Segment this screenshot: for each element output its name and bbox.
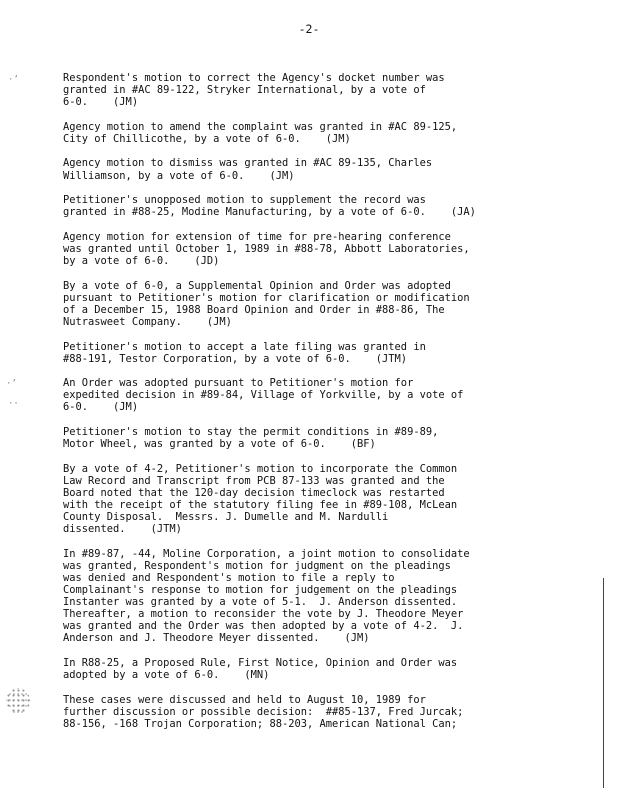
scan-edge-line — [603, 578, 604, 788]
page-number: -2- — [298, 22, 320, 36]
paragraph: In #89-87, -44, Moline Corporation, a joint motion to consolidate was granted, Respondent's motion for judgment on the pleadings was denied and Respondent's motion to file a reply to Complainant's response to motion for judgement on the pleadings Instanter was granted by a vote of 5-1. J. Anderson dissented. Thereafter, a motion to reconsider the vote by J. Theodore Meyer was granted and the Order was then adopted by a vote of 4-2. J. Anderson and J. Theodore Meyer dissented. (JM) — [63, 547, 470, 645]
margin-mark: ·’ — [6, 379, 17, 389]
margin-mark: ·· — [8, 399, 19, 409]
paragraph: Petitioner's motion to stay the permit conditions in #89-89, Motor Wheel, was granted by a vote of 6-0. (BF) — [63, 425, 439, 451]
document-body — [63, 72, 563, 742]
paragraph: These cases were discussed and held to August 10, 1989 for further discussion or possible decision: ##85-137, Fred Jurcak; 88-156, -168 Trojan Corporation; 88-203, American National Can; — [63, 693, 464, 730]
paragraph: By a vote of 4-2, Petitioner's motion to incorporate the Common Law Record and Transcript from PCB 87-133 was granted and the Board noted that the 120-day decision timeclock was restarted with the receipt of the statutory filing fee in #89-108, McLean County Disposal. Messrs. J. Dumelle and M. Nardulli dissented. (JTM) — [63, 462, 458, 536]
margin-mark: ·’ — [8, 75, 19, 85]
paragraph: Petitioner's unopposed motion to supplement the record was granted in #88-25, Modine Manufacturing, by a vote of 6-0. (JA) — [63, 194, 476, 219]
scan-speckle — [6, 688, 30, 714]
paragraph: By a vote of 6-0, a Supplemental Opinion and Order was adopted pursuant to Petitioner's motion for clarification or modification of a December 15, 1988 Board Opinion and Order in #88-86, The Nutrasweet Company. (JM) — [63, 279, 470, 328]
paragraph: An Order was adopted pursuant to Petitioner's motion for expedited decision in #89-84, Village of Yorkville, by a vote of 6-0. (JM) — [63, 377, 464, 414]
paragraph: Respondent's motion to correct the Agency's docket number was granted in #AC 89-122, Stryker International, by a vote of 6-0. (JM) — [63, 72, 445, 109]
paragraph: Agency motion to dismiss was granted in #AC 89-135, Charles Williamson, by a vote of 6-0. (JM) — [63, 157, 433, 182]
paragraph: In R88-25, a Proposed Rule, First Notice, Opinion and Order was adopted by a vote of 6-0. (MN) — [63, 656, 458, 682]
paragraph: Agency motion for extension of time for pre-hearing conference was granted until October 1, 1989 in #88-78, Abbott Laboratories, by a vote of 6-0. (JD) — [63, 230, 470, 268]
paragraph: Agency motion to amend the complaint was granted in #AC 89-125, City of Chillicothe, by a vote of 6-0. (JM) — [63, 120, 458, 145]
paragraph: Petitioner's motion to accept a late filing was granted in #88-191, Testor Corporation, by a vote of 6-0. (JTM) — [63, 340, 426, 365]
